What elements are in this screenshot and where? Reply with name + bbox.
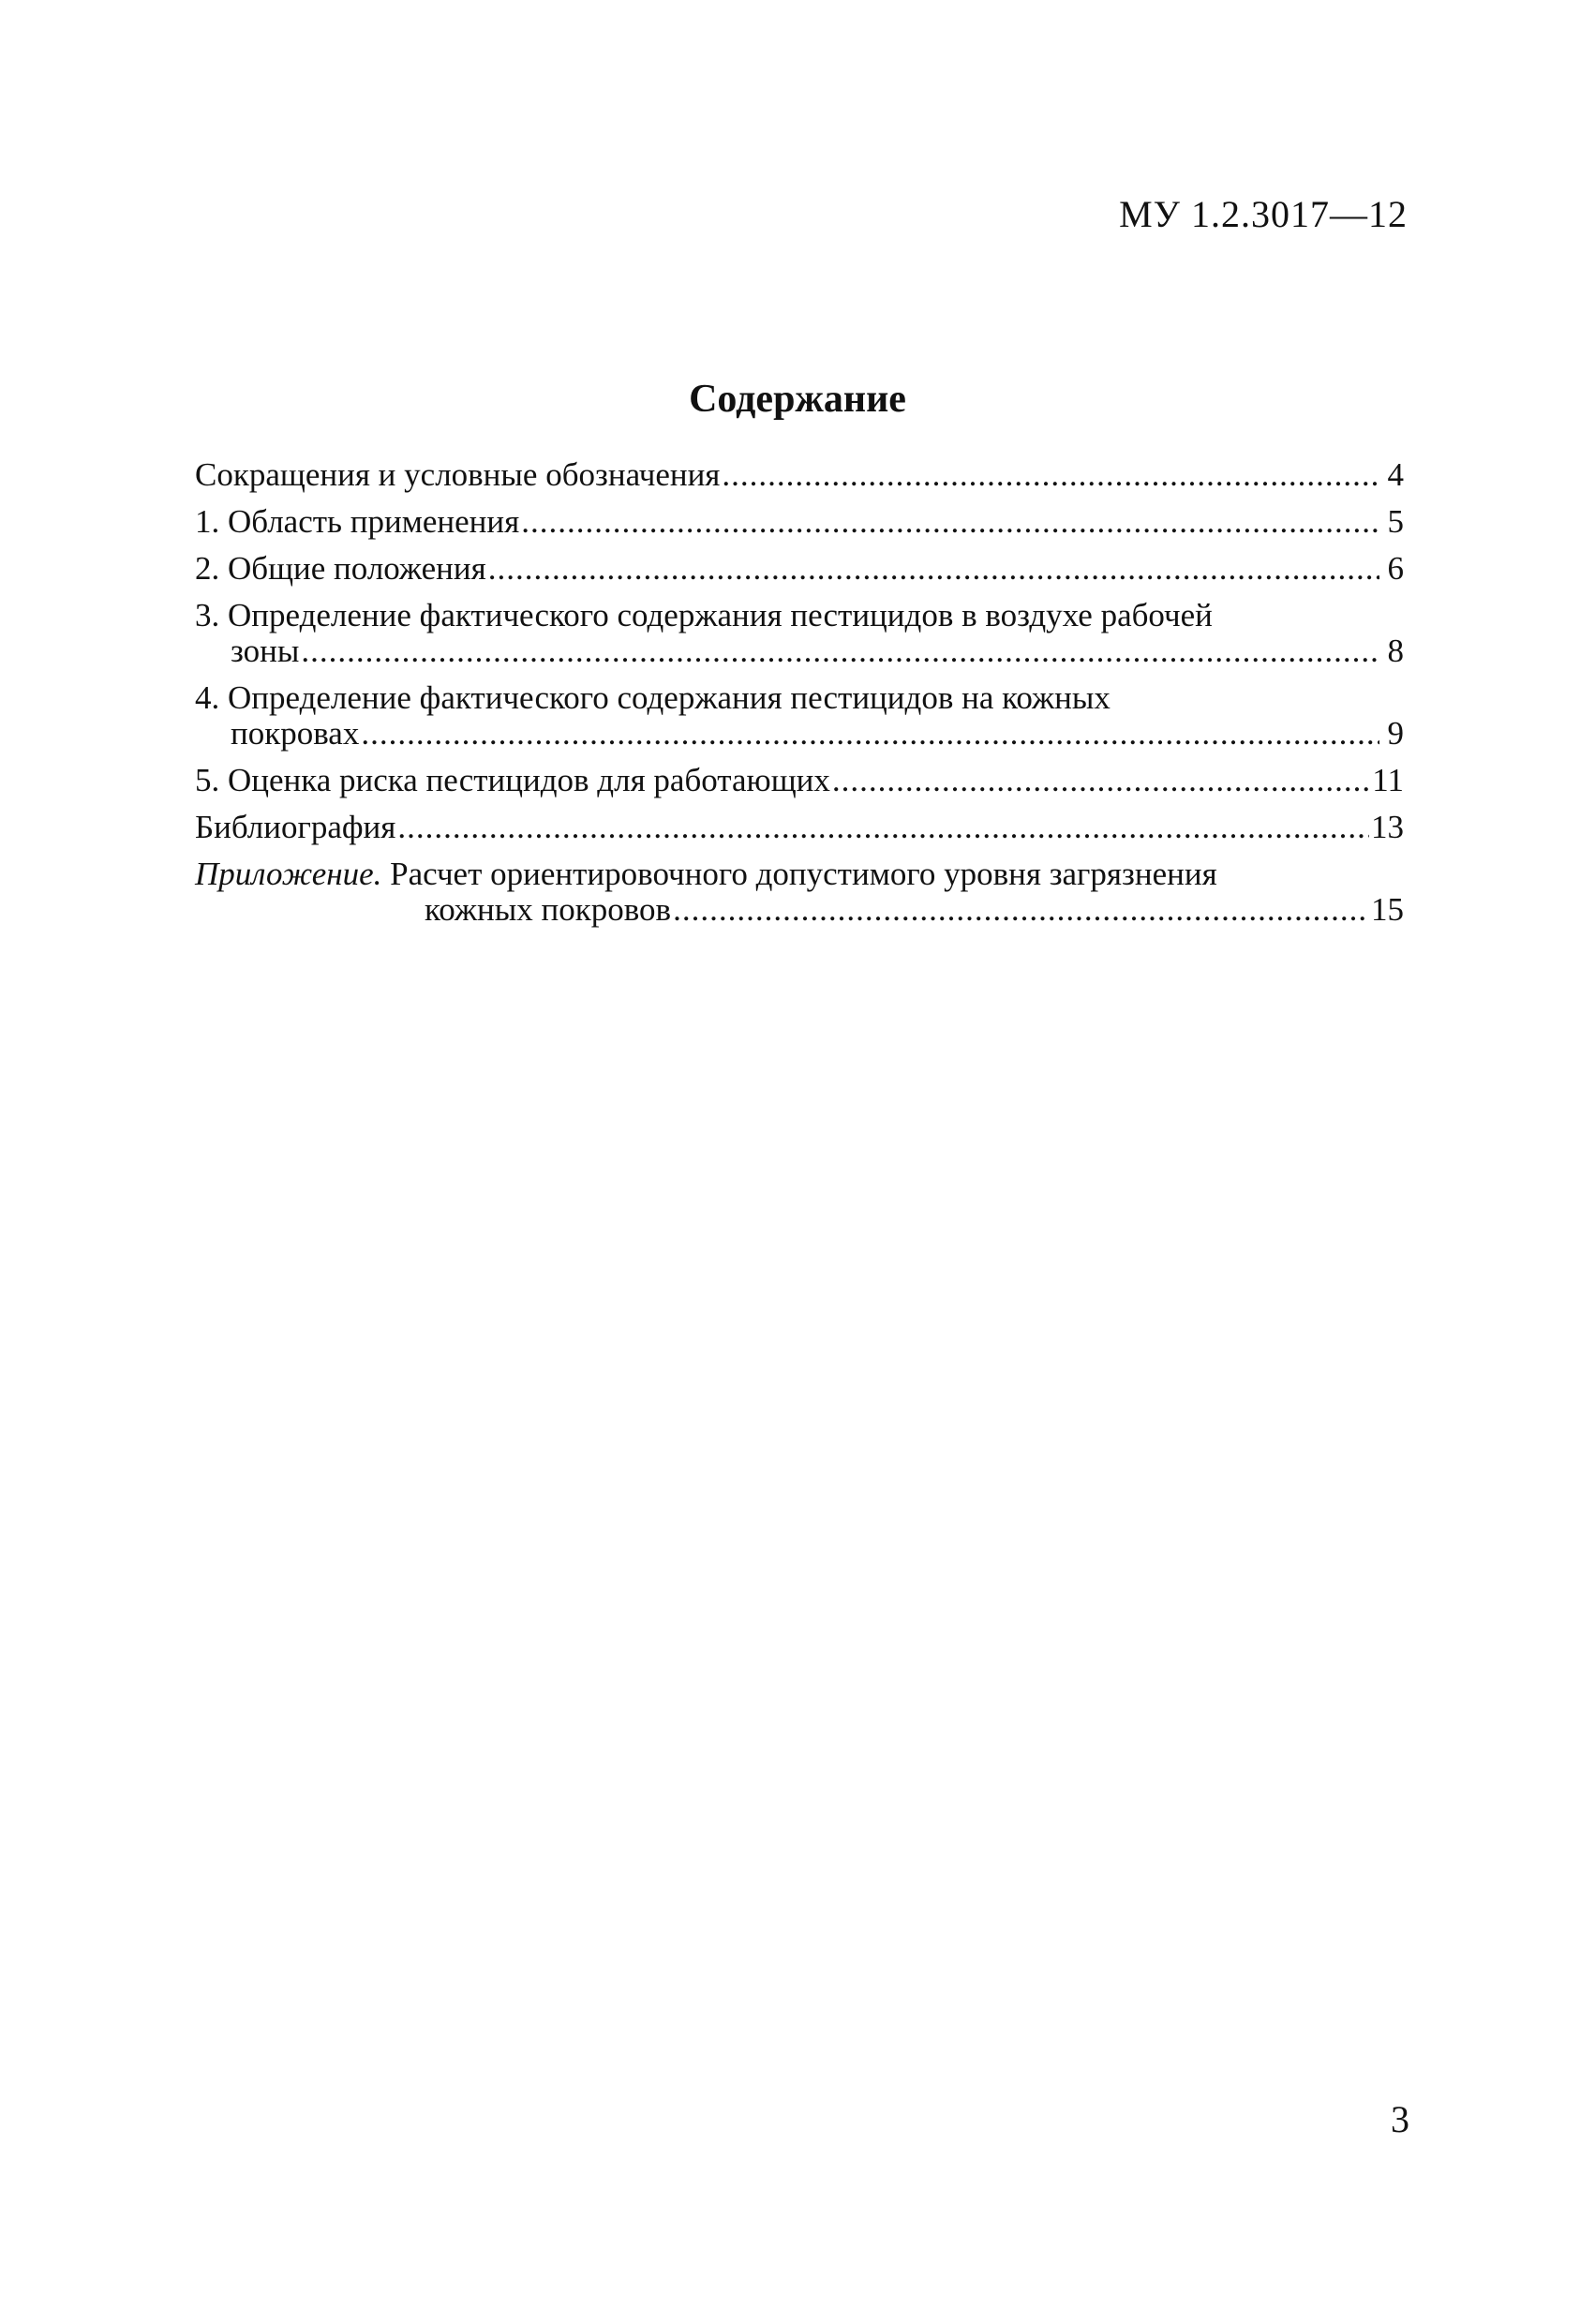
toc-entry-page: 4 [1387, 456, 1404, 493]
dot-leader [488, 551, 1379, 587]
toc-entry-text: Сокращения и условные обозначения [195, 456, 721, 493]
toc-entry-page: 8 [1387, 633, 1404, 669]
toc-entry-appendix[interactable] [195, 857, 1404, 928]
toc-entry-page: 11 [1372, 762, 1404, 798]
dot-leader [521, 504, 1379, 540]
toc-entry-page: 6 [1387, 550, 1404, 587]
toc-title: Содержание [689, 378, 906, 421]
dot-leader [397, 810, 1369, 845]
dot-leader [673, 892, 1369, 928]
table-of-contents [195, 457, 1404, 939]
toc-entry-air-content[interactable] [195, 598, 1404, 669]
toc-entry-text: 5. Оценка риска пестицидов для работающих [195, 762, 830, 798]
appendix-label: Приложение. [195, 856, 382, 892]
toc-entry-page: 15 [1371, 891, 1404, 928]
toc-entry-risk-assessment[interactable] [195, 763, 1404, 798]
toc-entry-skin-content[interactable] [195, 680, 1404, 752]
toc-entry-text: кожных покровов [425, 891, 672, 928]
document-code: МУ 1.2.3017—12 [1119, 193, 1408, 235]
toc-entry-text: 1. Область применения [195, 503, 520, 540]
dot-leader [361, 716, 1379, 752]
toc-entry-text: Библиография [195, 809, 396, 845]
toc-entry-first-line: Расчет ориентировочного допустимого уровня загрязнения [390, 856, 1217, 892]
toc-entry-text: 2. Общие положения [195, 550, 486, 587]
toc-entry-first-line: 3. Определение фактического содержания пестицидов в воздухе рабочей [195, 597, 1213, 633]
toc-entry-scope[interactable] [195, 504, 1404, 540]
toc-entry-first-line-wrapper [195, 857, 1404, 892]
dot-leader [301, 633, 1379, 669]
toc-entry-first-line: 4. Определение фактического содержания пестицидов на кожных [195, 679, 1111, 716]
toc-entry-page: 5 [1387, 503, 1404, 540]
toc-entry-page: 9 [1387, 715, 1404, 752]
toc-entry-general-provisions[interactable] [195, 551, 1404, 587]
toc-entry-page: 13 [1371, 809, 1404, 845]
toc-entry-text: зоны [231, 633, 300, 669]
toc-entry-abbreviations[interactable] [195, 457, 1404, 493]
toc-entry-text: покровах [231, 715, 360, 752]
dot-leader [832, 763, 1370, 798]
dot-leader [722, 457, 1379, 493]
toc-entry-bibliography[interactable] [195, 810, 1404, 845]
page-number: 3 [1391, 2098, 1409, 2140]
